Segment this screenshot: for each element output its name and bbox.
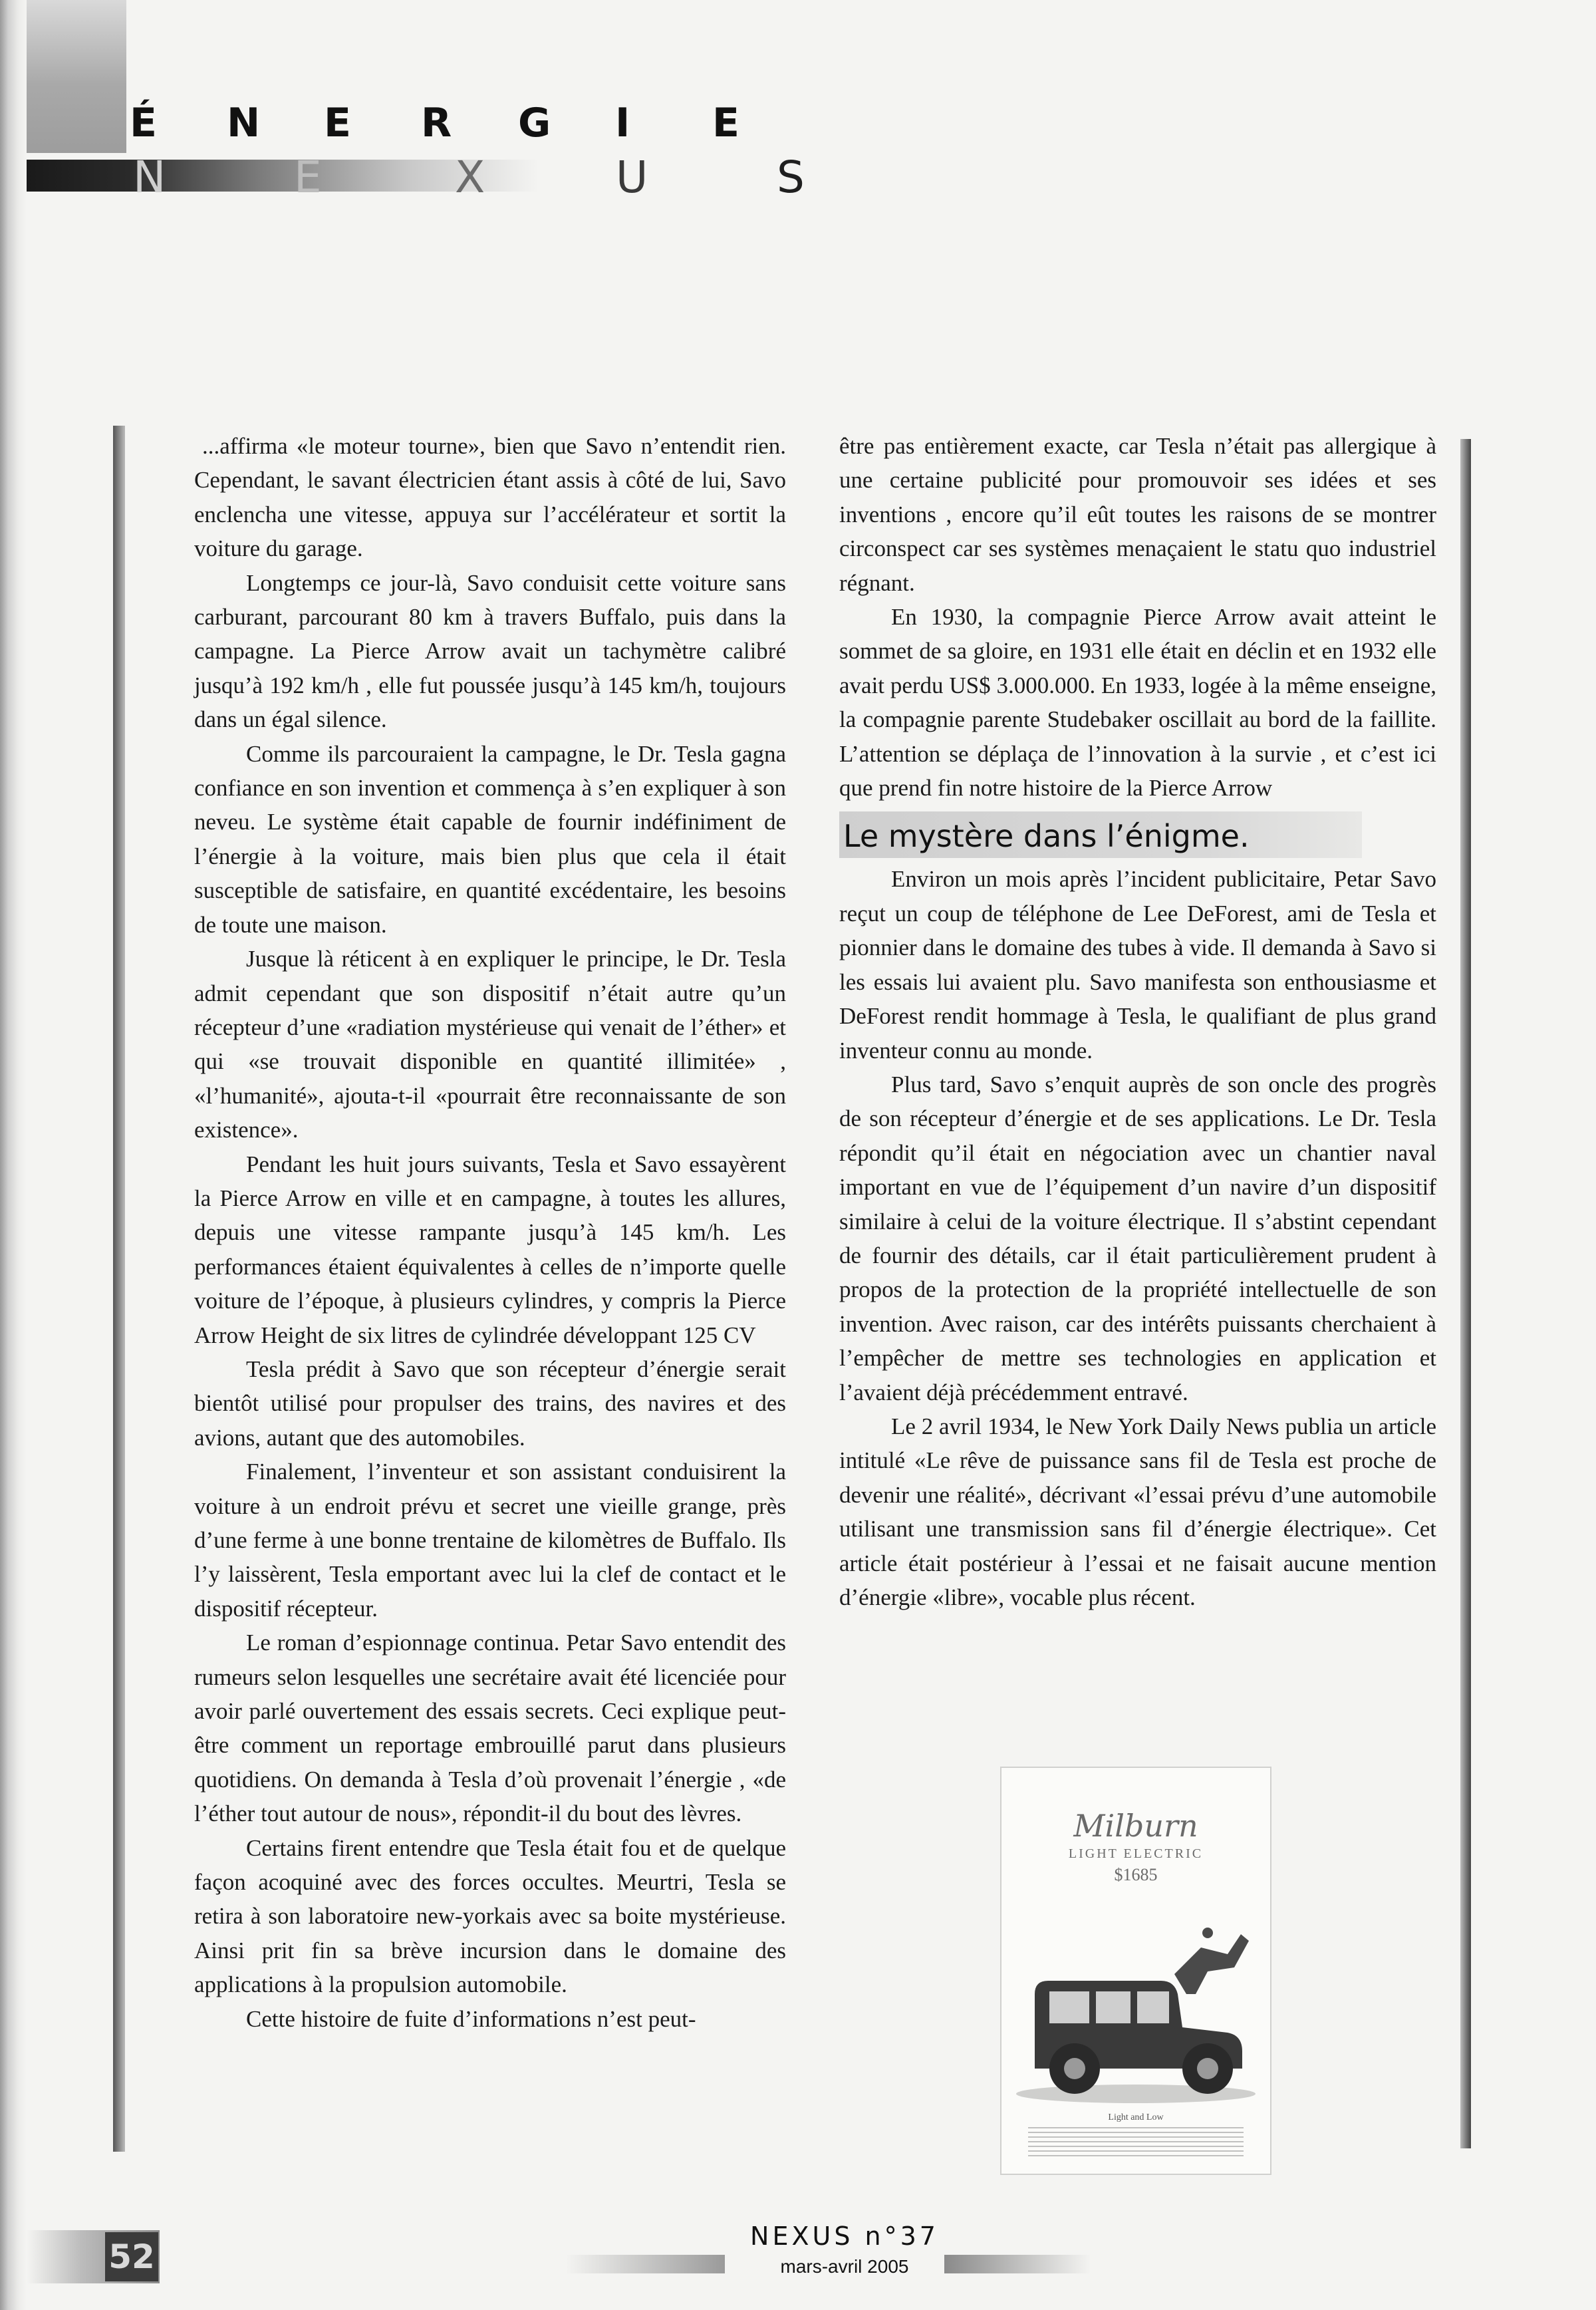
ad-price: $1685 xyxy=(1114,1865,1158,1884)
paragraph: Environ un mois après l’incident publicitaire, Petar Savo reçut un coup de téléphone de Lee DeForest, ami de Tesla et pionnier dans le domaine des tubes à vide. Il demanda à Savo si les essais lui avaient plu. Savo manifesta son enthousiasme et DeForest rendit hommage à Tesla, le qualifiant de plus grand inventeur connu au monde. xyxy=(839,866,1436,1064)
paragraph: Pendant les huit jours suivants, Tesla et Savo essayèrent la Pierce Arrow en ville et en campagne, à toutes les allures, depuis une vitesse rampante jusqu’à 145 km/h. Les performances étaient équivalentes à celles de n’importe quelle voiture de l’époque, à plusieurs cylindres, y compris la Pierce Arrow Height de six litres de cylindrée développant 125 CV xyxy=(194,1151,786,1348)
header-letter: S xyxy=(777,152,805,203)
paragraph: Jusque là réticent à en expliquer le principe, le Dr. Tesla admit cependant que son dispositif n’était autre qu’un récepteur d’une «radiation mystérieuse qui venait de l’éther» et qui «se trouvait disponible en quantité illimitée» , «l’humanité», ajouta-t-il «pourrait être reconnaissante de son existence». xyxy=(194,946,786,1143)
header-letter: G xyxy=(518,100,551,146)
footer-date: mars-avril 2005 xyxy=(780,2256,909,2277)
paragraph: Plus tard, Savo s’enquit auprès de son oncle des progrès de son récepteur d’énergie et de ses applications. Le Dr. Tesla répondit qu’il était en négociation avec un chantier naval important en vue de l’équipement d’un navire d’un dispositif similaire à celui de la voiture électrique. Il s’abstint cependant de fournir des détails, car il était particulièrement prudent à propos de la protection de la propriété intellectuelle de son invention. Avec raison, car des intérêts puissants cherchaient à l’empêcher de mettre ses technologies en application et l’avaient déjà précédemment entravé. xyxy=(839,1071,1436,1405)
header-corner-block xyxy=(27,0,126,153)
header-letter: E xyxy=(712,100,739,146)
page-number: 52 xyxy=(105,2232,158,2281)
header-letter: N xyxy=(227,100,261,146)
header-letter: É xyxy=(130,100,157,146)
paragraph: Le 2 avril 1934, le New York Daily News publia un article intitulé «Le rêve de puissance sans fil de Tesla est proche de devenir une réalité», décrivant «l’essai prévu d’une automobile utilisant une transmission sans fil d’énergie électrique». Cet article était postérieur à l’essai et ne faisait aucune mention d’énergie «libre», vocable plus récent. xyxy=(839,1413,1436,1610)
section-heading: Le mystère dans l’énigme. xyxy=(839,811,1362,858)
header-energie xyxy=(130,100,809,160)
paragraph: Certains firent entendre que Tesla était fou et de quelque façon acoquiné avec des forces occultes. Meurtri, Tesla se retira à son laboratoire new-yorkais avec sa boite mystérieuse. Ainsi prit fin sa brève incursion dans le domaine des applications à la propulsion automobile. xyxy=(194,1834,786,1998)
left-column xyxy=(194,429,786,2036)
vintage-car-advertisement xyxy=(1000,1767,1271,2175)
ad-brand: Milburn xyxy=(1073,1808,1198,1844)
left-column-rule xyxy=(113,426,125,2152)
header-letter: U xyxy=(616,152,648,203)
ad-fine-print xyxy=(1028,2127,1244,2156)
paragraph: Le roman d’espionnage continua. Petar Savo entendit des rumeurs selon lesquelles une secrétaire avait été licenciée pour avoir parlé ouvertement des essais secrets. Ceci explique peut-être comment un reportage embrouillé parut dans plusieurs quotidiens. On demanda à Tesla d’où provenait l’énergie , «de l’éther tout autour de nous», répondit-il du bout des lèvres. xyxy=(194,1630,786,1827)
header-letter: E xyxy=(294,152,322,203)
paragraph: Tesla prédit à Savo que son récepteur d’énergie serait bientôt utilisé pour propulser des trains, des navires et des avions, autant que des automobiles. xyxy=(194,1356,786,1451)
paragraph: Finalement, l’inventeur et son assistant conduisirent la voiture à un endroit prévu et secret une vieille grange, près d’une ferme à une bonne trentaine de kilomètres de Buffalo. Ils l’y laissèrent, Tesla emportant avec lui la clef de contact et le dispositif récepteur. xyxy=(194,1459,786,1622)
paragraph: être pas entièrement exacte, car Tesla n’était pas allergique à une certaine publicité pour promouvoir ses idées et ses inventions , encore qu’il eût toutes les raisons de se montrer circonspect car ses systèmes menaçaient le statu quo industriel régnant. xyxy=(839,433,1436,596)
car-illustration xyxy=(1008,1894,1264,2107)
paragraph: Cette histoire de fuite d’informations n’est peut- xyxy=(246,2005,696,2032)
paragraph: Longtemps ce jour-là, Savo conduisit cette voiture sans carburant, parcourant 80 km à travers Buffalo, puis dans la campagne. La Pierce Arrow avait un tachymètre calibré jusqu’à 192 km/h , elle fut poussée jusqu’à 145 km/h, toujours dans un égal silence. xyxy=(194,569,786,733)
ad-header-strip xyxy=(1009,1777,1262,1789)
header-letter: X xyxy=(455,152,485,203)
header-nexus xyxy=(133,152,938,205)
right-column xyxy=(839,429,1436,1614)
paragraph: Comme ils parcouraient la campagne, le Dr. Tesla gagna confiance en son invention et commença à s’en expliquer à son neveu. Le système était capable de fournir indéfiniment de l’énergie à la voiture, mais bien plus que cela il était susceptible de satisfaire, en quantité excédentaire, les besoins de toute une maison. xyxy=(194,740,786,938)
header-letter: N xyxy=(133,152,166,203)
header-letter: I xyxy=(615,100,630,146)
ad-caption: Light and Low xyxy=(1108,2112,1164,2122)
footer-bar-left xyxy=(565,2255,725,2273)
header-letter: R xyxy=(421,100,452,146)
paragraph: En 1930, la compagnie Pierce Arrow avait atteint le sommet de sa gloire, en 1931 elle était en déclin et en 1932 elle avait perdu US$ 3.000.000. En 1933, logée à la même enseigne, la compagnie parente Studebaker oscillait au bord de la faillite. L’attention se déplaça de l’innovation à la survie , et c’est ici que prend fin notre histoire de la Pierce Arrow xyxy=(839,604,1436,801)
paragraph: ...affirma «le moteur tourne», bien que Savo n’entendit rien. Cependant, le savant électricien étant assis à côté de lui, Savo enclencha une vitesse, appuya sur l’accélérateur et sortit la voiture du garage. xyxy=(194,433,786,562)
right-column-rule xyxy=(1460,439,1471,2148)
ad-subtitle: LIGHT ELECTRIC xyxy=(1068,1846,1204,1861)
page-spine-shadow xyxy=(0,0,27,2310)
footer-magazine: NEXUS n°37 xyxy=(750,2222,939,2251)
header-letter: E xyxy=(324,100,351,146)
